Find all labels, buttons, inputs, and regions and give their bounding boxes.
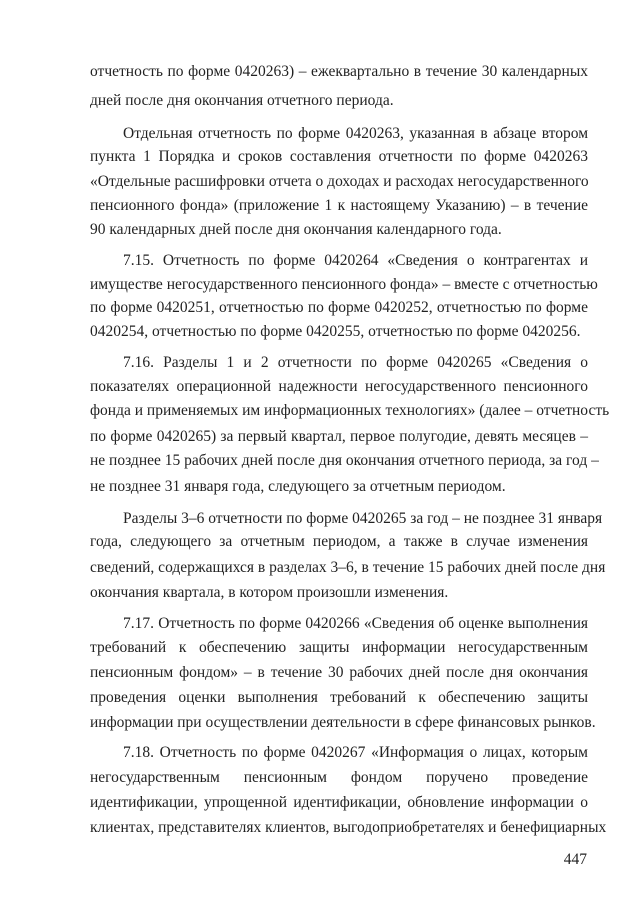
text-line: пенсионным фондом» – в течение 30 рабочих дней после дня окончания: [90, 664, 588, 681]
text-line: 90 календарных дней после дня окончания календарного года.: [90, 221, 502, 238]
text-line: пенсионного фонда» (приложение 1 к настоящему Указанию) – в течение: [90, 197, 588, 214]
text-line: Отдельная отчетность по форме 0420263, указанная в абзаце втором: [123, 125, 588, 142]
text-line: по форме 0420251, отчетностью по форме 0420252, отчетностью по форме: [90, 299, 588, 316]
text-line: года, следующего за отчетным периодом, а также в случае изменения: [90, 533, 588, 550]
text-line: по форме 0420265) за первый квартал, первое полугодие, девять месяцев –: [90, 428, 588, 445]
text-line: идентификации, упрощенной идентификации, обновление информации о: [90, 794, 588, 811]
text-line: дней после дня окончания отчетного периода.: [90, 92, 394, 109]
text-line: требований к обеспечению защиты информации негосударственным: [90, 639, 588, 656]
text-line: 7.18. Отчетность по форме 0420267 «Информация о лицах, которым: [123, 744, 588, 761]
text-line: сведений, содержащихся в разделах 3–6, в течение 15 рабочих дней после дня: [90, 559, 606, 576]
text-line: не позднее 15 рабочих дней после дня окончания отчетного периода, за год –: [90, 452, 599, 469]
text-line: не позднее 31 января года, следующего за отчетным периодом.: [90, 478, 506, 495]
text-line: клиентах, представителях клиентов, выгодоприобретателях и бенефициарных: [90, 819, 607, 836]
text-line: отчетность по форме 0420263) – ежеквартально в течение 30 календарных: [90, 63, 588, 80]
text-line: информации при осуществлении деятельности в сфере финансовых рынков.: [90, 714, 596, 731]
text-line: имуществе негосударственного пенсионного фонда» – вместе с отчетностью: [90, 276, 598, 293]
text-line: пункта 1 Порядка и сроков составления отчетности по форме 0420263: [90, 148, 588, 165]
text-line: Разделы 3–6 отчетности по форме 0420265 за год – не позднее 31 января: [123, 510, 603, 527]
page-number: 447: [563, 851, 587, 868]
text-line: окончания квартала, в котором произошли изменения.: [90, 584, 449, 601]
text-line: 7.16. Разделы 1 и 2 отчетности по форме 0420265 «Сведения о: [123, 354, 588, 371]
text-line: фонда и применяемых им информационных технологиях» (далее – отчетность: [90, 402, 610, 419]
text-line: 7.15. Отчетность по форме 0420264 «Сведения о контрагентах и: [123, 252, 588, 269]
text-line: показателях операционной надежности негосударственного пенсионного: [90, 378, 588, 395]
text-line: 7.17. Отчетность по форме 0420266 «Сведения об оценке выполнения: [123, 615, 588, 632]
text-line: негосударственным пенсионным фондом поручено проведение: [90, 769, 588, 786]
text-line: проведения оценки выполнения требований к обеспечению защиты: [90, 689, 588, 706]
text-line: 0420254, отчетностью по форме 0420255, отчетностью по форме 0420256.: [90, 323, 581, 340]
text-line: «Отдельные расшифровки отчета о доходах и расходах негосударственного: [90, 173, 589, 190]
